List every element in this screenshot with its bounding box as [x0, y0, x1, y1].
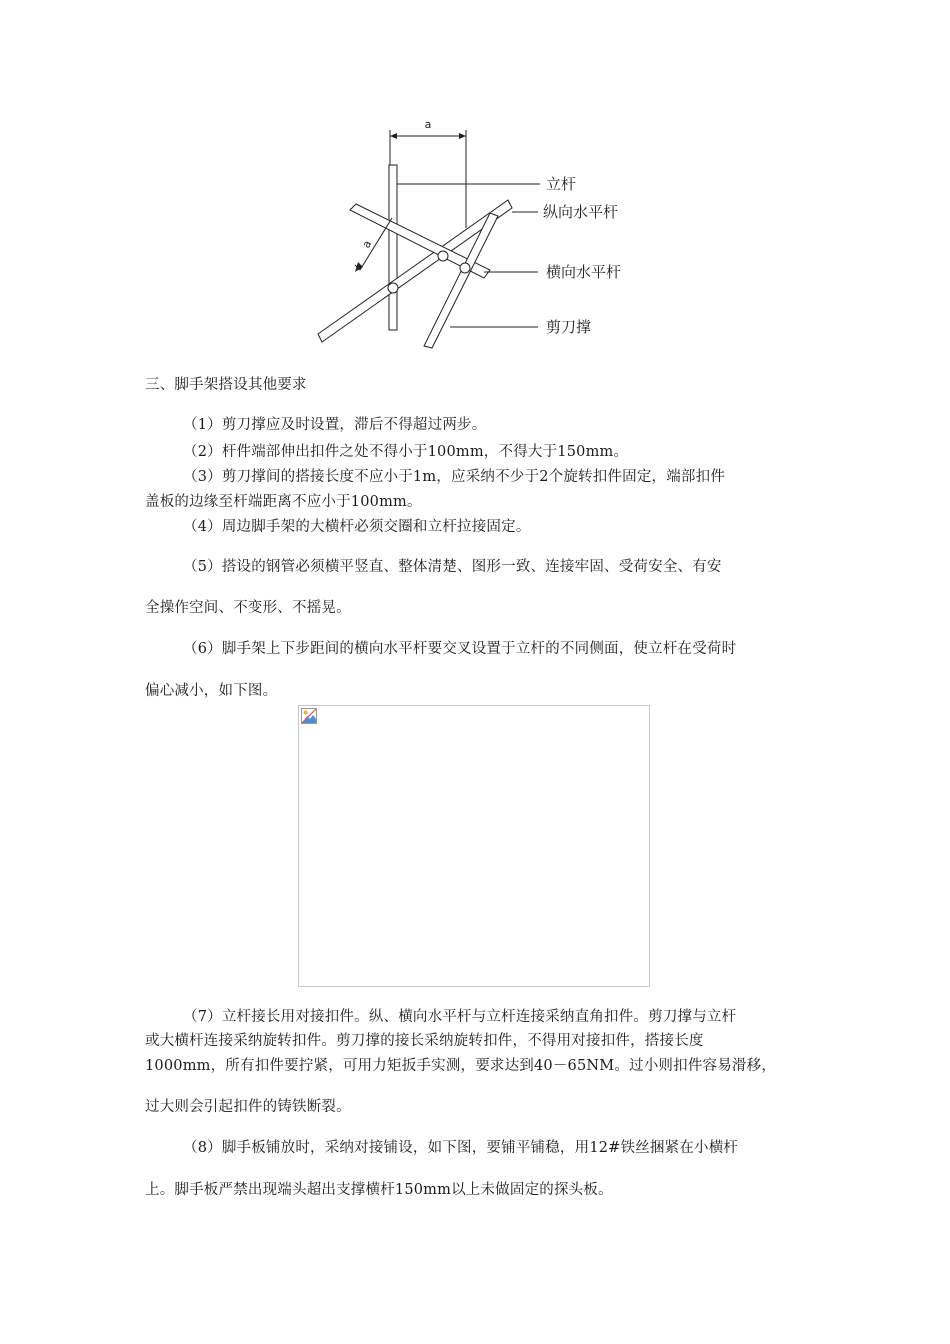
paragraph-4: （4）周边脚手架的大横杆必须交圈和立杆拉接固定。 — [183, 519, 531, 535]
paragraph-3-line-2: 盖板的边缘至杆端距离不应小于100mm。 — [145, 494, 422, 510]
dim-label-top: a — [424, 118, 432, 131]
broken-image-icon — [301, 708, 317, 724]
paragraph-6-line-1: （6）脚手架上下步距间的横向水平杆要交叉设置于立杆的不同侧面，使立杆在受荷时 — [183, 641, 737, 657]
paragraph-2: （2）杆件端部伸出扣件之处不得小于100mm，不得大于150mm。 — [183, 444, 629, 460]
dim-label-side: a — [359, 238, 375, 251]
dim-arrow-left — [390, 133, 397, 139]
coupler-3 — [460, 263, 470, 273]
scaffold-diagram-svg — [300, 110, 660, 360]
paragraph-7-line-1: （7）立杆接长用对接扣件。纵、横向水平杆与立杆连接采纳直角扣件。剪刀撑与立杆 — [183, 1009, 737, 1025]
dim-arrow-right — [459, 133, 466, 139]
paragraph-5-line-1: （5）搭设的钢管必须横平竖直、整体清楚、图形一致、连接牢固、受荷安全、有安 — [183, 559, 722, 575]
label-longitudinal: 纵向水平杆 — [543, 203, 619, 221]
coupler-2 — [438, 251, 448, 261]
upright-pole — [389, 165, 397, 330]
paragraph-3-line-1: （3）剪刀撑间的搭接长度不应小于1m，应采纳不少于2个旋转扣件固定，端部扣件 — [183, 469, 726, 485]
image-placeholder — [298, 705, 650, 987]
label-transverse: 横向水平杆 — [546, 263, 622, 281]
paragraph-7-line-3: 1000mm，所有扣件要拧紧，可用力矩扳手实测，要求达到40－65NM。过小则扣件容易滑移， — [145, 1058, 777, 1074]
section-heading: 三、脚手架搭设其他要求 — [145, 377, 307, 393]
label-upright: 立杆 — [546, 175, 577, 193]
paragraph-7-line-2: 或大横杆连接采纳旋转扣件。剪刀撑的接长采纳旋转扣件，不得用对接扣件，搭接长度 — [145, 1033, 704, 1049]
label-scissor: 剪刀撑 — [546, 318, 592, 336]
paragraph-7-line-4: 过大则会引起扣件的铸铁断裂。 — [145, 1099, 351, 1115]
dim-side-arrow — [355, 262, 363, 272]
paragraph-6-line-2: 偏心减小，如下图。 — [145, 683, 278, 699]
scaffold-diagram — [300, 110, 660, 360]
coupler-1 — [388, 283, 398, 293]
paragraph-8-line-1: （8）脚手板铺放时，采纳对接铺设，如下图，要铺平铺稳，用12#铁丝捆紧在小横杆 — [183, 1140, 739, 1156]
paragraph-1: （1）剪刀撑应及时设置，滞后不得超过两步。 — [183, 417, 487, 433]
paragraph-5-line-2: 全操作空间、不变形、不摇晃。 — [145, 600, 351, 616]
paragraph-8-line-2: 上。脚手板严禁出现端头超出支撑横杆150mm以上未做固定的探头板。 — [145, 1182, 613, 1198]
